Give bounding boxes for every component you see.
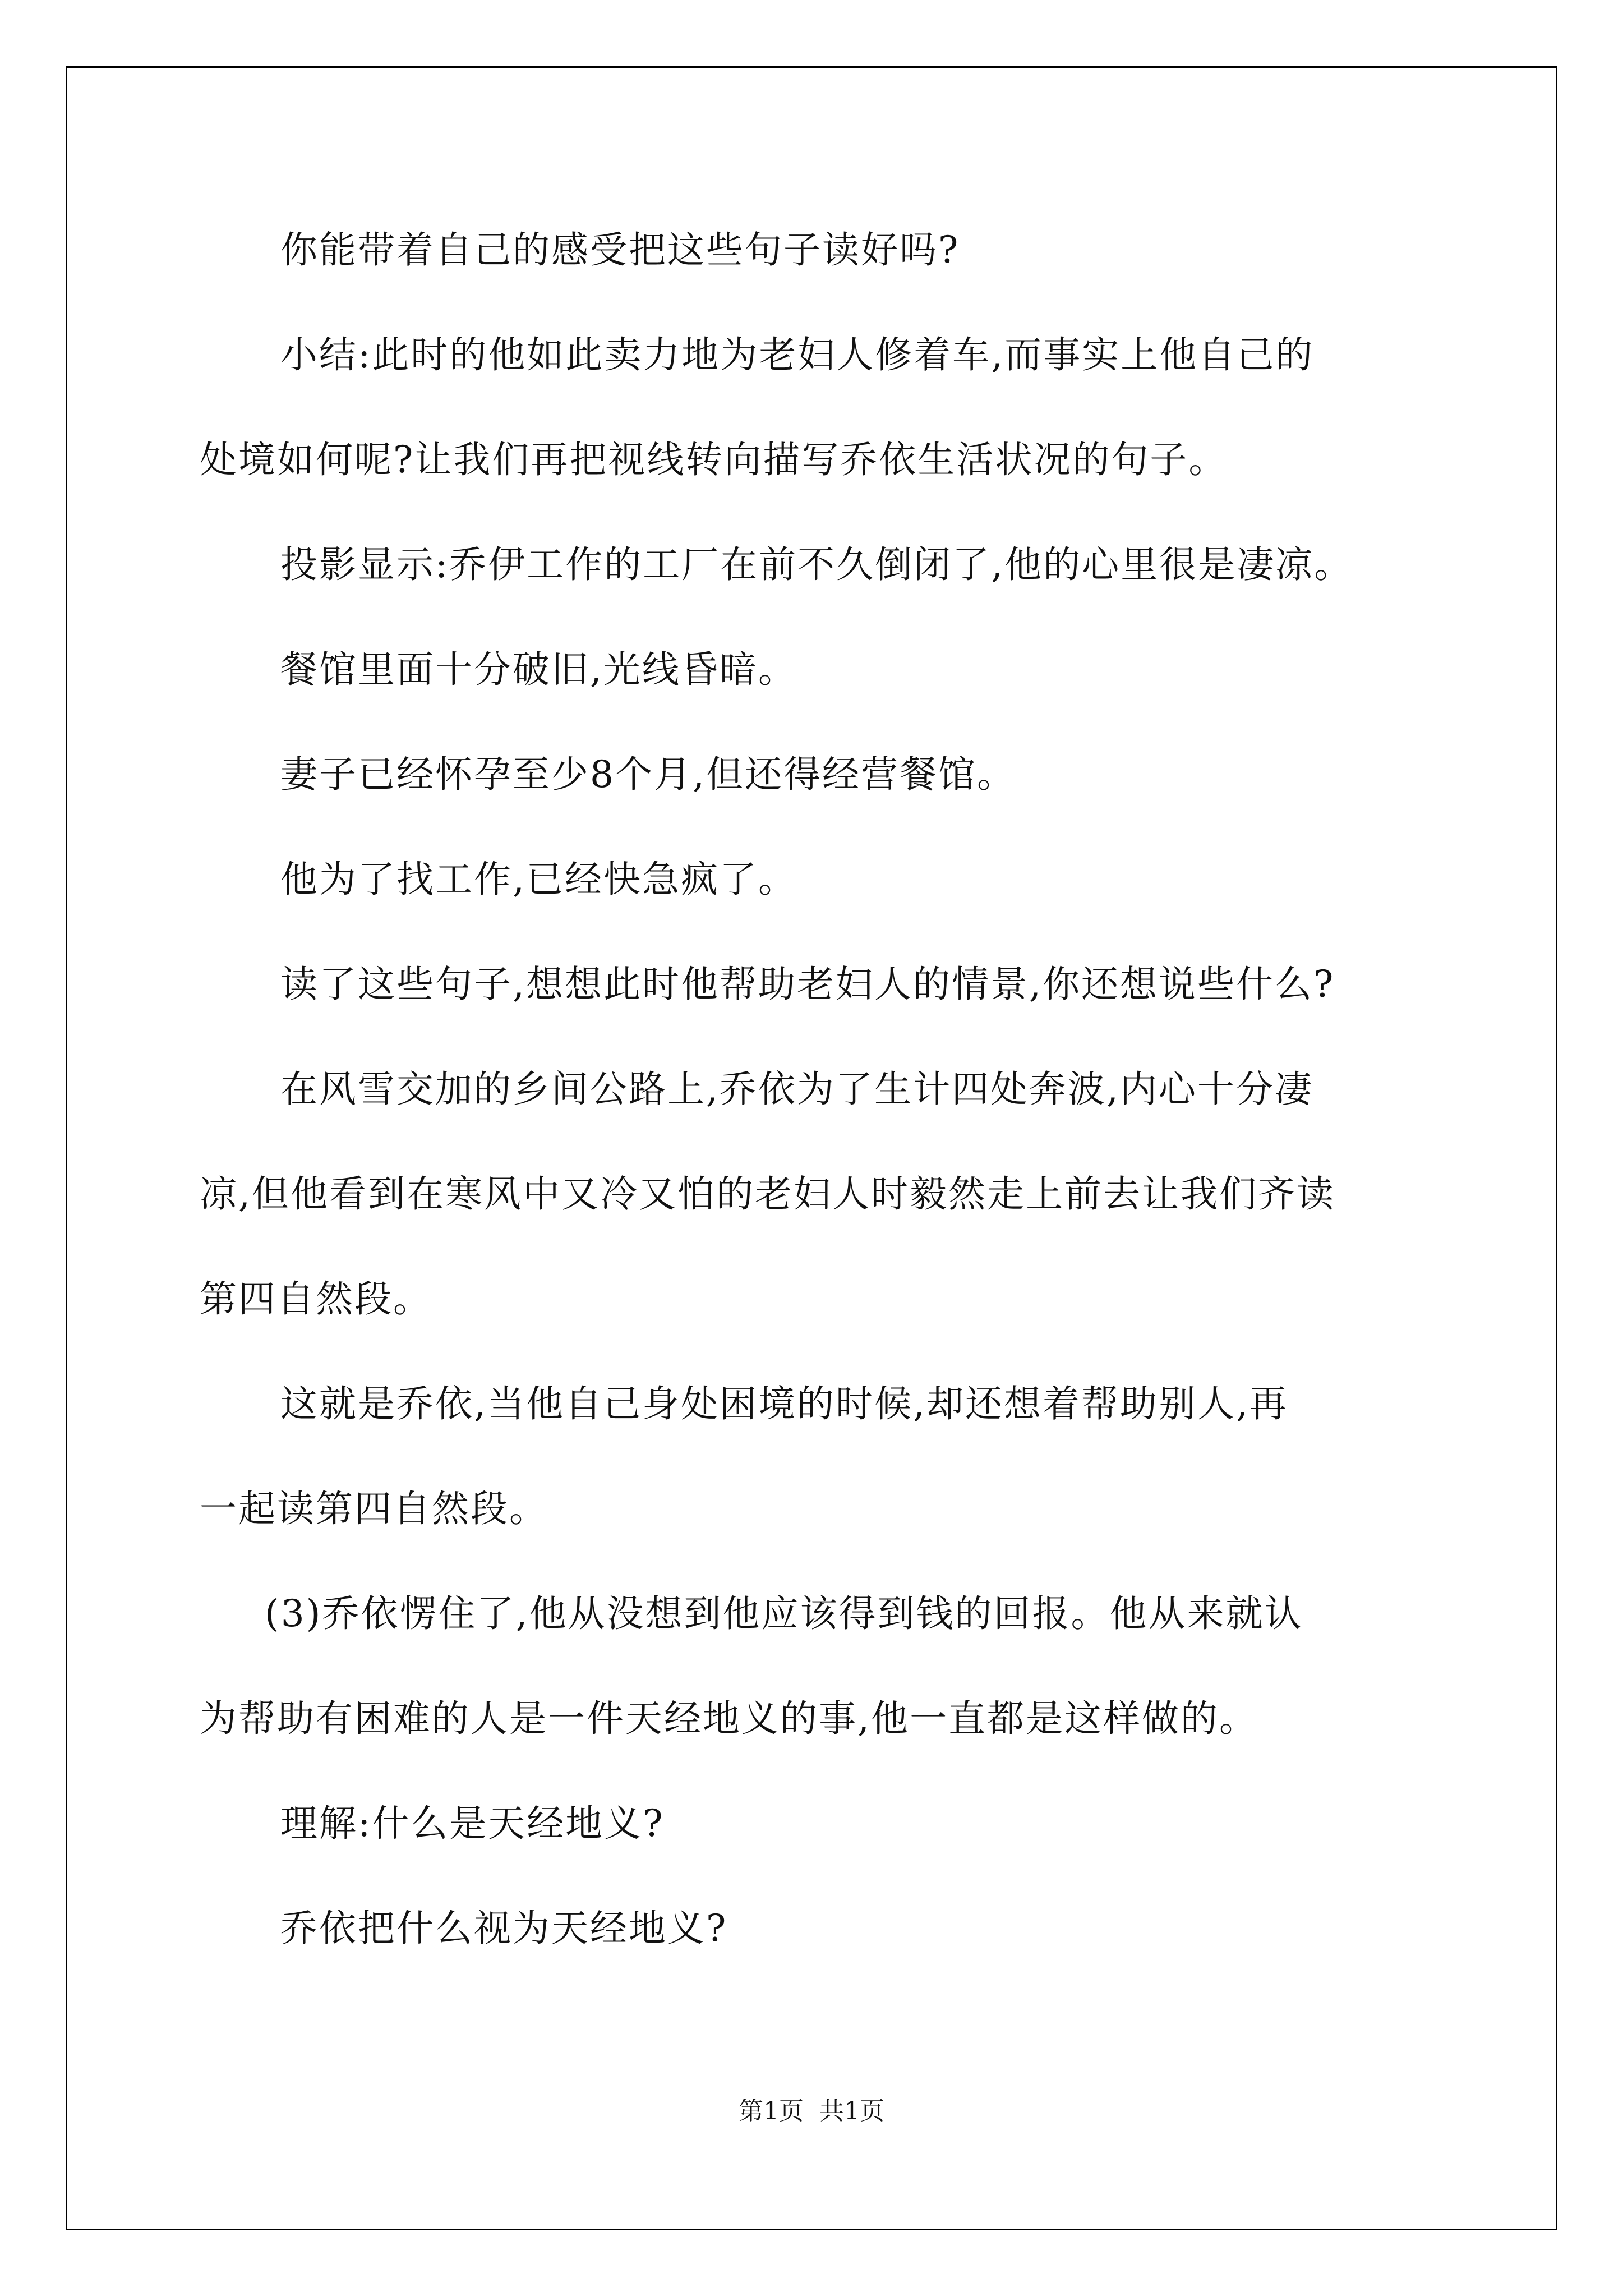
paragraph-line: 这就是乔依,当他自己身处困境的时候,却还想着帮助别人,再 xyxy=(280,1382,1288,1425)
paragraph-line: 他为了找工作,已经快急疯了。 xyxy=(280,858,797,901)
paragraph-line: 第四自然段。 xyxy=(200,1277,432,1320)
paragraph-line: 在风雪交加的乡间公路上,乔依为了生计四处奔波,内心十分凄 xyxy=(280,1068,1313,1111)
paragraph-line: 理解:什么是天经地义? xyxy=(280,1802,665,1845)
paragraph-line: 你能带着自己的感受把这些句子读好吗? xyxy=(280,228,960,272)
paragraph-line: 读了这些句子,想想此时他帮助老妇人的情景,你还想说些什么? xyxy=(280,963,1335,1006)
paragraph-line: 餐馆里面十分破旧,光线昏暗。 xyxy=(280,648,797,691)
page-number: 第1页 xyxy=(739,2097,804,2125)
paragraph-line: (3)乔依愣住了,他从没想到他应该得到钱的回报。他从来就认 xyxy=(265,1592,1303,1635)
paragraph-line: 乔依把什么视为天经地义? xyxy=(280,1907,728,1950)
paragraph-line: 小结:此时的他如此卖力地为老妇人修着车,而事实上他自己的 xyxy=(280,333,1315,376)
page-count: 共1页 xyxy=(819,2097,884,2125)
page-footer xyxy=(0,2099,1623,2124)
paragraph-line: 凉,但他看到在寒风中又冷又怕的老妇人时毅然走上前去让我们齐读 xyxy=(200,1172,1335,1216)
paragraph-line: 投影显示:乔伊工作的工厂在前不久倒闭了,他的心里很是凄凉。 xyxy=(280,543,1353,586)
paragraph-line: 处境如何呢?让我们再把视线转向描写乔依生活状况的句子。 xyxy=(200,438,1228,481)
paragraph-line: 一起读第四自然段。 xyxy=(200,1487,548,1530)
paragraph-line: 为帮助有困难的人是一件天经地义的事,他一直都是这样做的。 xyxy=(200,1697,1258,1740)
paragraph-line: 妻子已经怀孕至少8个月,但还得经营餐馆。 xyxy=(280,753,1016,796)
